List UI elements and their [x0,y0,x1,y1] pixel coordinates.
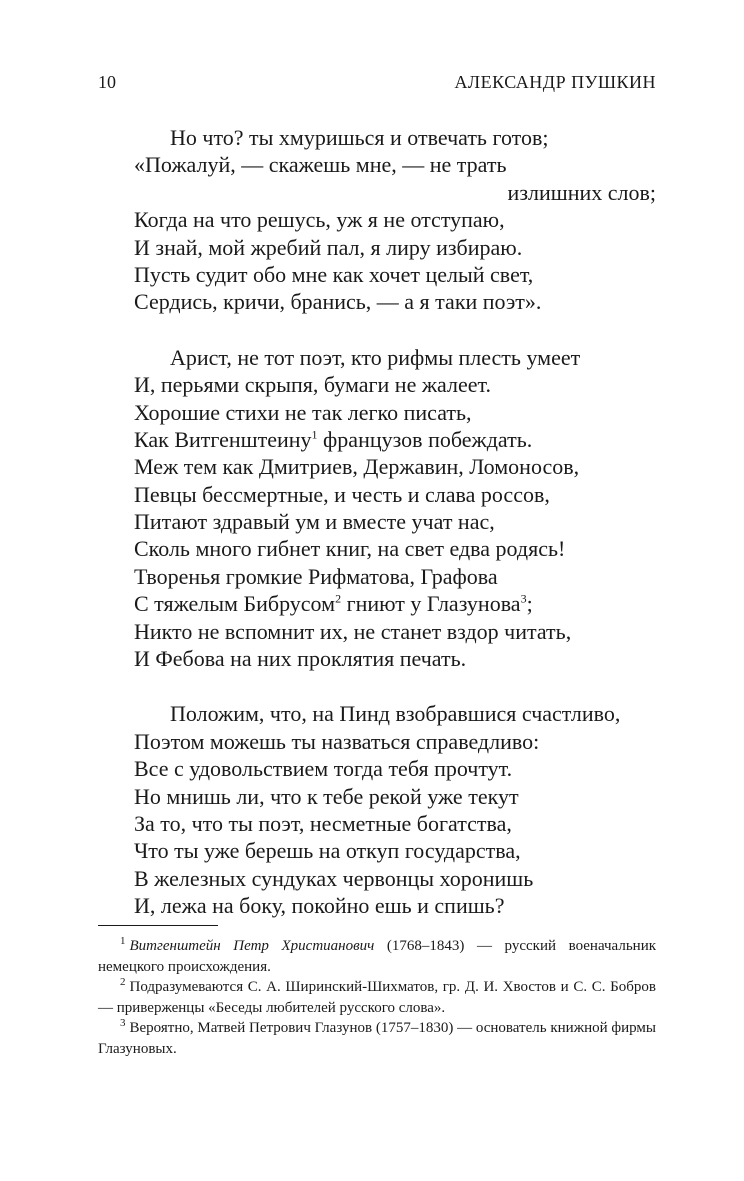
poem-line: Никто не вспомнит их, не станет вздор читать, [134,618,572,644]
poem-line [134,426,656,453]
poem-line: Арист, не тот поэт, кто рифмы плесть умеет [170,344,581,370]
stanza-2 [134,344,656,673]
page-header [98,72,656,96]
poem-line: Поэтом можешь ты назваться справедливо: [134,728,540,754]
footnote-text: Подразумеваются С. А. Ширинский-Шихматов, гр. Д. И. Хвостов и С. С. Бобров — приверженцы «Беседы любителей русского слова». [98,979,656,1016]
poem-line: Хорошие стихи не так легко писать, [134,399,472,425]
running-title: АЛЕКСАНДР ПУШКИН [454,72,656,92]
footnotes [98,936,656,1059]
poem-line: Меж тем как Дмитриев, Державин, Ломоносов, [134,454,580,480]
poem-line: Когда на что решусь, уж я не отступаю, [134,207,505,233]
stanza-3 [134,700,656,919]
poem-line: Питают здравый ум и вместе учат нас, [134,509,495,535]
poem-line: Что ты уже берешь на откуп государства, [134,838,521,864]
poem-line: Все с удовольствием тогда тебя прочтут. [134,756,513,782]
poem-line: Певцы бессмертные, и честь и слава россов, [134,481,550,507]
poem-line: Пусть судит обо мне как хочет целый свет, [134,261,534,287]
poem-line: И, перьями скрыпя, бумаги не жалеет. [134,372,491,398]
poem-line: Но мнишь ли, что к тебе рекой уже текут [134,783,519,809]
footnote-text: Вероятно, Матвей Петрович Глазунов (1757–1830) — основатель книжной фирмы Глазуновых. [98,1020,656,1057]
footnote-reference: 1 [311,427,318,442]
poem-text [134,124,656,920]
page-number: 10 [98,72,116,92]
poem-line: Положим, что, на Пинд взобравшися счастливо, [170,701,621,727]
poem-line-part: гниют у Глазунова [341,591,521,617]
footnote-1 [98,936,656,977]
footnote-reference: 3 [520,591,527,606]
poem-line: В железных сундуках червонцы хоронишь [134,865,534,891]
poem-line-part: С тяжелым Бибрусом [134,591,336,617]
poem-line [134,590,656,617]
footnote-italic-name: Витгенштейн Петр Христианович [129,938,375,954]
poem-line: Творенья громкие Рифматова, Графова [134,563,498,589]
poem-line: «Пожалуй, — скажешь мне, — не трать [134,152,507,178]
poem-line: И знай, мой жребий пал, я лиру избираю. [134,234,523,260]
poem-line-part: ; [526,591,533,617]
poem-line: Сердись, кричи, бранись, — а я таки поэт». [134,289,542,315]
footnote-divider [98,925,218,926]
footnote-mark: 1 [120,935,126,947]
stanza-1 [134,124,656,316]
poem-line-part: Как Витгенштеину [134,426,312,452]
footnote-reference: 2 [335,591,342,606]
footnote-3 [98,1018,656,1059]
poem-line-part: французов побеждать. [317,426,533,452]
poem-line: И, лежа на боку, покойно ешь и спишь? [134,893,505,919]
footnote-mark: 3 [120,1017,126,1029]
poem-line: Сколь много гибнет книг, на свет едва родясь! [134,536,566,562]
footnote-2 [98,977,656,1018]
footnote-text: (1768–1843) — русский военачальник немецкого происхождения. [98,938,657,975]
poem-line: За то, что ты поэт, несметные богатства, [134,810,512,836]
footnote-mark: 2 [120,976,126,988]
poem-line: Но что? ты хмуришься и отвечать готов; [170,125,549,150]
poem-line-continuation: излишних слов; [507,179,656,205]
poem-line: И Фебова на них проклятия печать. [134,646,467,672]
